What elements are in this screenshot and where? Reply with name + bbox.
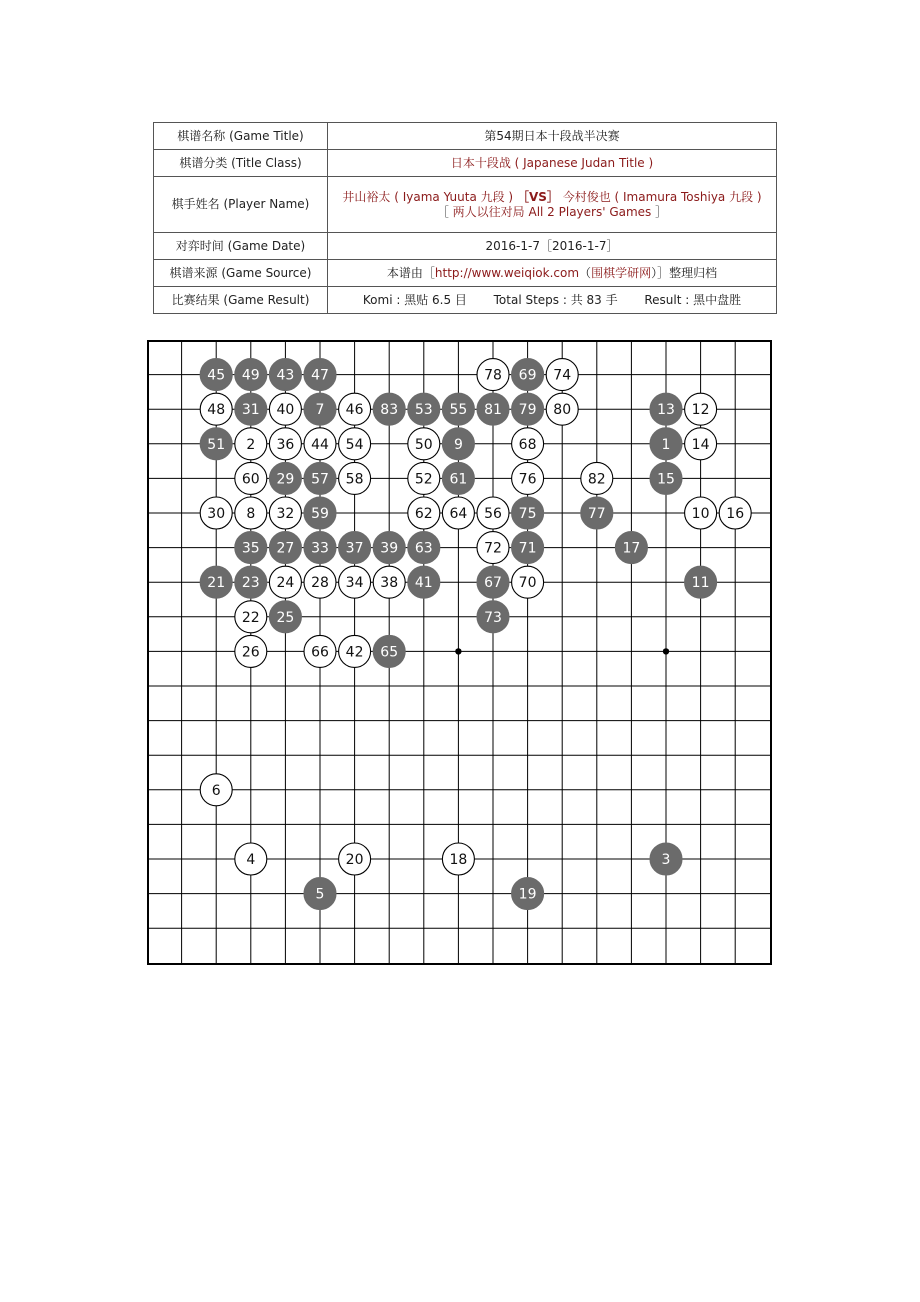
row-class <box>154 150 777 177</box>
stone-11 <box>685 566 717 598</box>
move-number: 17 <box>622 540 641 557</box>
stone-60 <box>235 462 267 494</box>
move-number: 82 <box>587 471 606 488</box>
move-number: 41 <box>414 575 433 592</box>
move-number: 79 <box>518 402 537 419</box>
stone-56 <box>477 497 509 529</box>
source-url-link[interactable]: http://www.weiqiok.com <box>434 265 580 280</box>
move-number: 72 <box>484 540 502 557</box>
move-number: 18 <box>449 852 468 868</box>
source-prefix: 本谱由［ <box>386 265 435 280</box>
move-number: 80 <box>553 402 572 419</box>
move-number: 71 <box>518 540 537 557</box>
result-outcome: Result : 黑中盘胜 <box>644 292 742 307</box>
move-number: 44 <box>311 436 329 453</box>
date-label: 对弈时间 (Game Date) <box>154 233 328 260</box>
source-site-open: （ <box>579 265 592 280</box>
stone-21 <box>200 566 232 598</box>
move-number: 55 <box>449 402 468 419</box>
move-number: 81 <box>484 402 502 419</box>
stone-47 <box>304 359 336 391</box>
title-value: 第54期日本十段战半决赛 <box>328 123 777 150</box>
stone-12 <box>685 393 717 425</box>
stone-48 <box>200 393 232 425</box>
stone-30 <box>200 497 232 529</box>
move-number: 32 <box>276 506 295 522</box>
stone-59 <box>304 497 336 529</box>
stone-71 <box>512 532 544 564</box>
stone-39 <box>373 532 405 564</box>
row-source <box>154 260 777 287</box>
stone-23 <box>235 566 267 598</box>
move-number: 25 <box>276 609 295 626</box>
stone-22 <box>235 601 267 633</box>
move-number: 20 <box>345 852 364 868</box>
result-komi: Komi : 黑贴 6.5 目 <box>362 292 467 307</box>
move-number: 6 <box>211 782 221 799</box>
move-number: 68 <box>518 436 537 453</box>
move-number: 28 <box>311 575 329 592</box>
move-number: 3 <box>661 852 671 868</box>
move-number: 10 <box>691 506 710 522</box>
stone-43 <box>269 359 301 391</box>
stone-62 <box>408 497 440 529</box>
stone-2 <box>235 428 267 460</box>
move-number: 21 <box>207 575 226 592</box>
move-number: 66 <box>311 644 329 661</box>
move-number: 50 <box>414 436 433 453</box>
move-number: 13 <box>657 402 675 419</box>
move-number: 70 <box>518 575 537 592</box>
move-number: 27 <box>276 540 295 557</box>
move-number: 83 <box>380 402 399 419</box>
stone-19 <box>512 878 544 910</box>
move-number: 12 <box>691 402 710 419</box>
stone-58 <box>339 462 371 494</box>
stone-57 <box>304 462 336 494</box>
stone-45 <box>200 359 232 391</box>
move-number: 29 <box>276 471 295 488</box>
stone-35 <box>235 532 267 564</box>
stone-28 <box>304 566 336 598</box>
stone-82 <box>581 462 613 494</box>
stone-66 <box>304 635 336 667</box>
vs-marker: ［VS］ <box>516 189 559 204</box>
player-black-link[interactable]: 今村俊也 ( Imamura Toshiya 九段 ) <box>562 189 762 204</box>
row-title <box>154 123 777 150</box>
move-number: 31 <box>241 402 260 419</box>
move-number: 60 <box>241 471 260 488</box>
stone-3 <box>650 843 682 875</box>
stone-52 <box>408 462 440 494</box>
move-number: 58 <box>345 471 364 488</box>
class-label: 棋谱分类 (Title Class) <box>154 150 328 177</box>
stone-40 <box>269 393 301 425</box>
stone-38 <box>373 566 405 598</box>
stone-77 <box>581 497 613 529</box>
stone-65 <box>373 635 405 667</box>
move-number: 15 <box>657 471 675 488</box>
move-number: 77 <box>587 506 606 522</box>
stone-83 <box>373 393 405 425</box>
move-number: 40 <box>276 402 295 419</box>
move-number: 35 <box>241 540 260 557</box>
stone-4 <box>235 843 267 875</box>
move-number: 1 <box>661 436 671 453</box>
move-number: 75 <box>518 506 537 522</box>
star-point <box>455 648 461 654</box>
row-result <box>154 287 777 314</box>
move-number: 65 <box>380 644 399 661</box>
stone-70 <box>512 566 544 598</box>
stone-50 <box>408 428 440 460</box>
move-number: 4 <box>246 852 256 868</box>
move-number: 54 <box>345 436 364 453</box>
stone-36 <box>269 428 301 460</box>
stone-7 <box>304 393 336 425</box>
source-suffix: ）］整理归档 <box>651 265 718 280</box>
move-number: 53 <box>414 402 433 419</box>
move-number: 8 <box>246 506 256 522</box>
stone-76 <box>512 462 544 494</box>
all-games-link[interactable]: 两人以往对局 All 2 Players' Games <box>452 204 652 219</box>
stone-54 <box>339 428 371 460</box>
stone-51 <box>200 428 232 460</box>
move-number: 23 <box>241 575 260 592</box>
stone-34 <box>339 566 371 598</box>
go-board <box>147 340 773 967</box>
move-number: 7 <box>315 402 325 419</box>
move-number: 62 <box>414 506 433 522</box>
move-number: 33 <box>311 540 329 557</box>
stone-63 <box>408 532 440 564</box>
games-bracket-close: ］ <box>655 204 668 219</box>
stone-24 <box>269 566 301 598</box>
stone-81 <box>477 393 509 425</box>
row-date <box>154 233 777 260</box>
stone-79 <box>512 393 544 425</box>
move-number: 74 <box>553 367 572 384</box>
move-number: 64 <box>449 506 468 522</box>
move-number: 26 <box>241 644 260 661</box>
move-number: 57 <box>311 471 329 488</box>
stone-29 <box>269 462 301 494</box>
player-value <box>328 177 777 233</box>
move-number: 22 <box>241 609 260 626</box>
move-number: 59 <box>311 506 329 522</box>
stone-37 <box>339 532 371 564</box>
player-white-link[interactable]: 井山裕太 ( Iyama Yuuta 九段 ) <box>342 189 514 204</box>
move-number: 9 <box>453 436 463 453</box>
stone-46 <box>339 393 371 425</box>
move-number: 52 <box>414 471 433 488</box>
move-number: 56 <box>484 506 502 522</box>
stone-5 <box>304 878 336 910</box>
move-number: 14 <box>691 436 710 453</box>
move-number: 49 <box>241 367 260 384</box>
move-number: 61 <box>449 471 468 488</box>
stone-69 <box>512 359 544 391</box>
date-value: 2016-1-7［2016-1-7］ <box>328 233 777 260</box>
stone-78 <box>477 359 509 391</box>
stone-72 <box>477 532 509 564</box>
move-number: 63 <box>414 540 433 557</box>
stone-49 <box>235 359 267 391</box>
stone-31 <box>235 393 267 425</box>
stone-25 <box>269 601 301 633</box>
move-number: 67 <box>484 575 502 592</box>
result-label: 比赛结果 (Game Result) <box>154 287 328 314</box>
move-number: 73 <box>484 609 502 626</box>
games-bracket-open: ［ <box>436 204 449 219</box>
move-number: 30 <box>207 506 226 522</box>
move-number: 24 <box>276 575 295 592</box>
stone-14 <box>685 428 717 460</box>
stone-44 <box>304 428 336 460</box>
stone-73 <box>477 601 509 633</box>
stone-64 <box>442 497 474 529</box>
move-number: 36 <box>276 436 295 453</box>
stone-20 <box>339 843 371 875</box>
stone-80 <box>546 393 578 425</box>
move-number: 45 <box>207 367 226 384</box>
move-number: 43 <box>276 367 295 384</box>
source-site-link[interactable]: 围棋学研网 <box>591 265 652 280</box>
move-number: 47 <box>311 367 329 384</box>
stone-68 <box>512 428 544 460</box>
move-number: 16 <box>726 506 745 522</box>
stone-10 <box>685 497 717 529</box>
move-number: 46 <box>345 402 364 419</box>
stone-32 <box>269 497 301 529</box>
move-number: 48 <box>207 402 226 419</box>
move-number: 19 <box>518 886 537 903</box>
move-number: 69 <box>518 367 537 384</box>
move-number: 11 <box>691 575 710 592</box>
move-number: 2 <box>246 436 256 453</box>
move-number: 37 <box>345 540 364 557</box>
source-label: 棋谱来源 (Game Source) <box>154 260 328 287</box>
move-number: 39 <box>380 540 399 557</box>
stone-13 <box>650 393 682 425</box>
move-number: 76 <box>518 471 537 488</box>
move-number: 38 <box>380 575 399 592</box>
stone-27 <box>269 532 301 564</box>
stone-8 <box>235 497 267 529</box>
stone-61 <box>442 462 474 494</box>
stone-26 <box>235 635 267 667</box>
stone-6 <box>200 774 232 806</box>
board-stones <box>200 359 751 910</box>
stone-16 <box>719 497 751 529</box>
stone-75 <box>512 497 544 529</box>
move-number: 34 <box>345 575 364 592</box>
stone-55 <box>442 393 474 425</box>
stone-15 <box>650 462 682 494</box>
stone-53 <box>408 393 440 425</box>
stone-1 <box>650 428 682 460</box>
stone-9 <box>442 428 474 460</box>
game-info-table <box>153 122 777 314</box>
class-value[interactable]: 日本十段战 ( Japanese Judan Title ) <box>328 150 777 177</box>
move-number: 42 <box>345 644 364 661</box>
stone-17 <box>615 532 647 564</box>
title-label: 棋谱名称 (Game Title) <box>154 123 328 150</box>
player-label: 棋手姓名 (Player Name) <box>154 177 328 233</box>
move-number: 51 <box>207 436 226 453</box>
stone-74 <box>546 359 578 391</box>
result-value <box>328 287 777 314</box>
move-number: 78 <box>484 367 502 384</box>
stone-18 <box>442 843 474 875</box>
result-steps: Total Steps : 共 83 手 <box>493 292 618 307</box>
stone-33 <box>304 532 336 564</box>
source-value <box>328 260 777 287</box>
row-players <box>154 177 777 233</box>
stone-41 <box>408 566 440 598</box>
star-point <box>663 648 669 654</box>
stone-42 <box>339 635 371 667</box>
move-number: 5 <box>315 886 325 903</box>
stone-67 <box>477 566 509 598</box>
